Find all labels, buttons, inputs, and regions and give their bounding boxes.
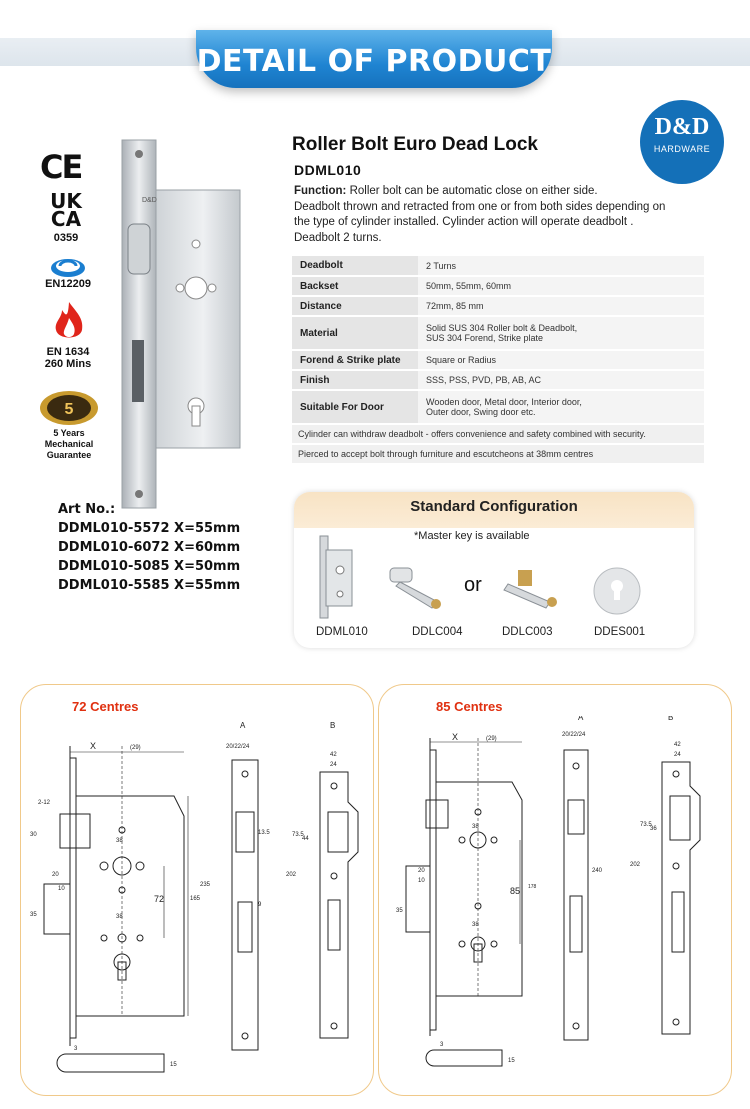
dim-44: 44: [302, 836, 309, 842]
dim-35: 35: [30, 912, 37, 918]
dim-73-5: 73.5: [640, 822, 652, 828]
dim-29: (29): [130, 745, 141, 751]
dim-178: 178: [528, 884, 537, 890]
spec-row: [292, 256, 704, 276]
escutcheon-icon: [592, 566, 642, 616]
spec-value: Square or Radius: [418, 350, 704, 370]
page-title: DETAIL OF PRODUCT: [196, 44, 552, 79]
diagram-85-title: 85 Centres: [436, 699, 503, 714]
art-item: DDML010-5572 X=55mm: [58, 521, 241, 536]
spec-row: [292, 390, 704, 424]
diagram-72-drawing: [24, 716, 370, 1090]
dim-38: 38: [116, 838, 123, 844]
function-text: [294, 184, 704, 246]
guarantee-label: [34, 428, 104, 461]
dim-x: X: [90, 741, 97, 751]
dim-85: 85: [510, 886, 521, 896]
dim-20-22-24: 20/22/24: [226, 744, 250, 750]
art-label: Art No.:: [58, 502, 116, 517]
spec-key: Deadbolt: [292, 256, 418, 276]
fire-minutes: 260 Mins: [44, 358, 92, 370]
ce-mark: CE: [40, 148, 82, 186]
product-title: Roller Bolt Euro Dead Lock: [292, 134, 538, 155]
spec-key: Material: [292, 316, 418, 350]
dim-36: 36: [650, 826, 657, 832]
dim-15: 15: [170, 1062, 177, 1068]
config-or: or: [464, 574, 482, 596]
function-label: Function:: [294, 185, 347, 197]
view-b-label: B: [668, 716, 674, 722]
dim-9: 9: [258, 902, 262, 908]
dim-20: 20: [52, 872, 59, 878]
view-a-label: A: [578, 716, 584, 722]
art-item: DDML010-6072 X=60mm: [58, 540, 241, 555]
dim-165: 165: [190, 896, 201, 902]
lock-thumbnail: [316, 534, 356, 620]
spec-note: Pierced to accept bolt through furniture and escutcheons at 38mm centres: [292, 444, 704, 464]
dim-202: 202: [286, 872, 297, 878]
brand-logo: [640, 100, 724, 184]
art-item: DDML010-5085 X=50mm: [58, 559, 241, 574]
spec-value-line: Wooden door, Metal door, Interior door,: [426, 397, 582, 407]
spec-value: 50mm, 55mm, 60mm: [418, 276, 704, 296]
guarantee-type: Mechanical: [44, 439, 94, 449]
function-desc: Roller bolt can be automatic close on either side.: [349, 185, 598, 197]
spec-key: Backset: [292, 276, 418, 296]
spec-value-line: SUS 304 Forend, Strike plate: [426, 333, 544, 343]
svg-text:D&D: D&D: [142, 197, 157, 204]
spec-value: 2 Turns: [418, 256, 704, 276]
anniversary-badge-icon: [38, 388, 100, 428]
spec-note-row: [292, 424, 704, 444]
spec-key: Distance: [292, 296, 418, 316]
dim-10: 10: [58, 886, 65, 892]
dim-10: 10: [418, 878, 425, 884]
en1634-code: EN 1634: [46, 346, 90, 358]
function-line-4: Deadbolt 2 turns.: [294, 231, 382, 244]
spec-value: [418, 316, 704, 350]
function-line-3: the type of cylinder installed. Cylinder action will operate deadbolt .: [294, 216, 634, 228]
diagram-85-drawing: [382, 716, 728, 1090]
dim-42: 42: [330, 752, 337, 758]
dim-20: 20: [418, 868, 425, 874]
dim-13-5: 13.5: [258, 830, 270, 836]
product-code: DDML010: [294, 162, 362, 178]
dim-42: 42: [674, 742, 681, 748]
dim-3: 3: [74, 1046, 78, 1052]
en1634-label: [38, 346, 98, 370]
config-note: *Master key is available: [414, 530, 530, 542]
function-line-1: [294, 184, 704, 200]
spec-value: [418, 390, 704, 424]
en12209-icon: [48, 252, 88, 280]
art-item: DDML010-5585 X=55mm: [58, 578, 241, 593]
en12209-label: EN12209: [45, 278, 91, 290]
dim-2-12: 2-12: [38, 800, 51, 806]
config-title: Standard Configuration: [294, 492, 694, 528]
dim-235: 235: [200, 882, 211, 888]
spec-value: SSS, PSS, PVD, PB, AB, AC: [418, 370, 704, 390]
spec-row: [292, 316, 704, 350]
spec-key: Forend & Strike plate: [292, 350, 418, 370]
ukca-number: 0359: [53, 232, 79, 244]
spec-row: [292, 276, 704, 296]
spec-value: 72mm, 85 mm: [418, 296, 704, 316]
dim-38b: 38: [472, 922, 479, 928]
dim-24: 24: [330, 762, 337, 768]
spec-key: Finish: [292, 370, 418, 390]
dim-20-22-24: 20/22/24: [562, 732, 586, 738]
spec-note: Cylinder can withdraw deadbolt - offers convenience and safety combined with security.: [292, 424, 704, 444]
spec-row: [292, 296, 704, 316]
view-a-label: A: [240, 721, 246, 730]
dim-202: 202: [630, 862, 641, 868]
dim-15: 15: [508, 1058, 515, 1064]
guarantee-word: Guarantee: [46, 450, 92, 460]
dim-x: X: [452, 732, 459, 742]
logo-brand: D&D: [654, 114, 710, 140]
spec-key: Suitable For Door: [292, 390, 418, 424]
spec-table: [292, 256, 704, 465]
dim-35: 35: [396, 908, 403, 914]
ukca-mark: UK CA: [50, 189, 82, 231]
spec-row: [292, 350, 704, 370]
dim-24: 24: [674, 752, 681, 758]
function-line-2: Deadbolt thrown and retracted from one or from both sides depending on: [294, 200, 666, 213]
config-item: DDLC004: [412, 626, 463, 638]
spec-note-row: [292, 444, 704, 464]
diagram-72-title: 72 Centres: [72, 699, 139, 714]
cylinder-thumb-icon: [386, 562, 450, 610]
dim-240: 240: [592, 868, 603, 874]
product-image: [118, 136, 248, 514]
cylinder-key-icon: [500, 562, 564, 610]
dim-29: (29): [486, 736, 497, 742]
dim-38: 38: [472, 824, 479, 830]
spec-value-line: Outer door, Swing door etc.: [426, 407, 536, 417]
dim-30: 30: [30, 832, 37, 838]
svg-text:5: 5: [64, 401, 74, 418]
dim-73-5: 73.5: [292, 832, 304, 838]
spec-value-line: Solid SUS 304 Roller bolt & Deadbolt,: [426, 323, 578, 333]
dim-3: 3: [440, 1042, 444, 1048]
guarantee-years: 5 Years: [53, 428, 85, 438]
art-numbers: [58, 500, 240, 595]
fire-icon: [50, 300, 88, 344]
dim-72: 72: [154, 894, 165, 904]
dim-38b: 38: [116, 914, 123, 920]
view-b-label: B: [330, 721, 336, 730]
config-item: DDLC003: [502, 626, 553, 638]
config-item: DDML010: [316, 626, 368, 638]
spec-row: [292, 370, 704, 390]
logo-sub: HARDWARE: [653, 144, 711, 154]
config-item: DDES001: [594, 626, 646, 638]
